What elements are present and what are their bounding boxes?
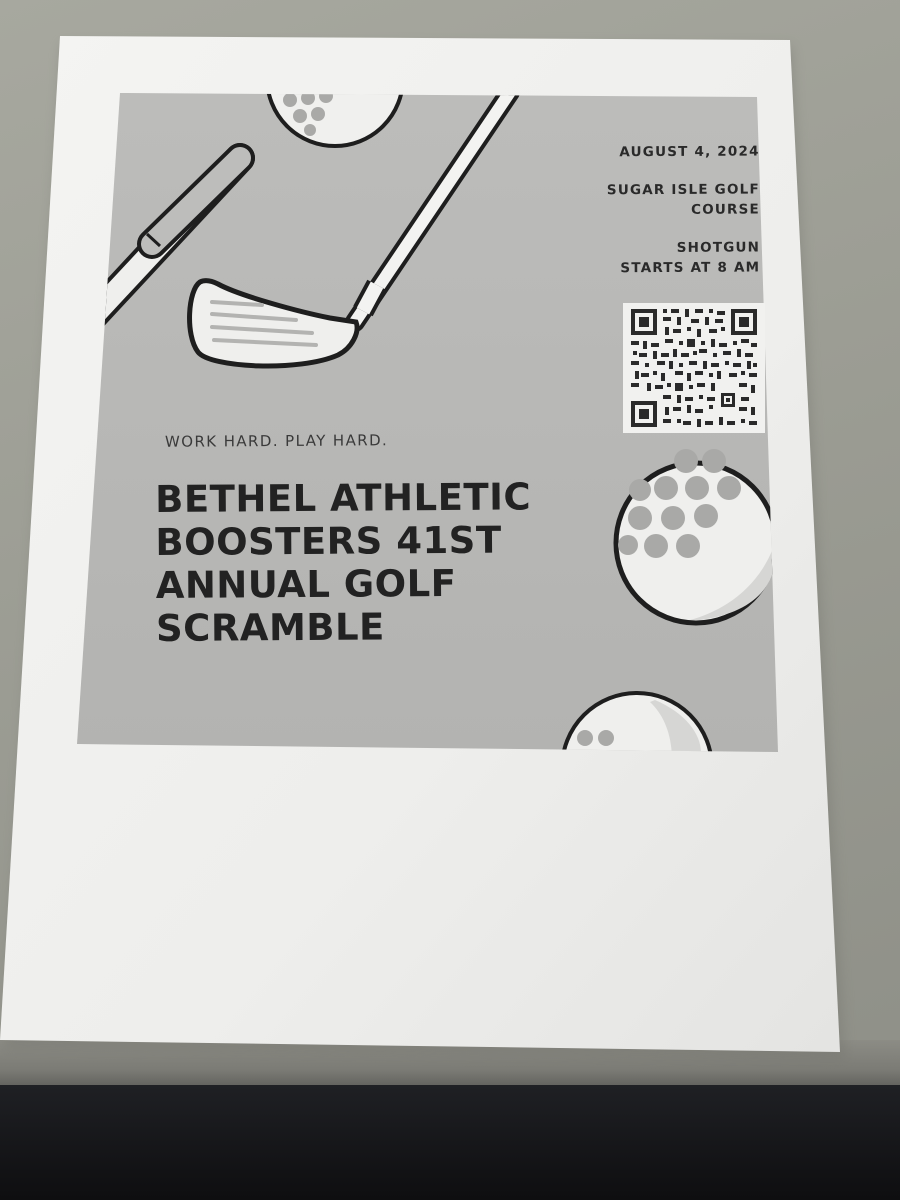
flyer-headline: [155, 475, 532, 650]
event-details: [560, 141, 761, 296]
headline-line-4: SCRAMBLE: [155, 605, 386, 650]
headline-line-2: BOOSTERS 41ST: [155, 518, 502, 564]
event-location: [560, 179, 760, 220]
event-start: [560, 237, 760, 278]
golf-ball-bottom: [562, 693, 712, 843]
event-start-line-1: SHOTGUN: [676, 239, 761, 256]
flyer-tagline: WORK HARD. PLAY HARD.: [164, 431, 389, 451]
headline-line-3: ANNUAL GOLF: [155, 561, 457, 607]
event-start-line-2: STARTS AT 8 AM: [620, 259, 761, 277]
event-location-line-2: COURSE: [691, 201, 760, 218]
qr-code: [623, 303, 765, 433]
event-date: AUGUST 4, 2024: [619, 143, 760, 161]
headline-line-1: BETHEL ATHLETIC: [155, 475, 532, 521]
event-location-line-1: SUGAR ISLE GOLF: [606, 181, 760, 199]
golf-ball-top: [267, 10, 403, 146]
